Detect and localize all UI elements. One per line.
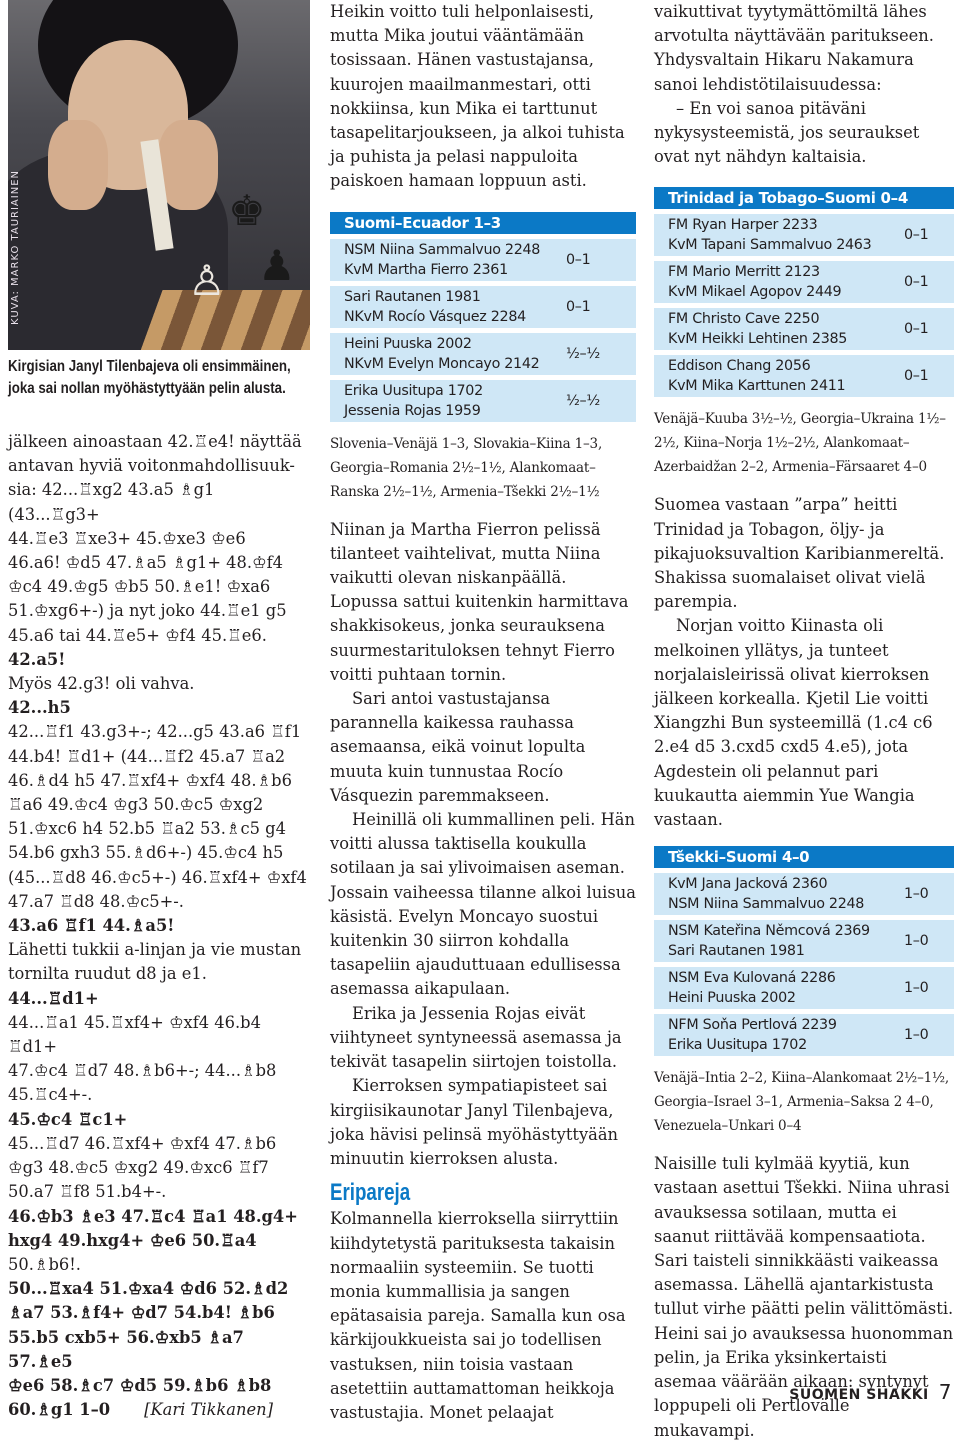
move-line: sia: 42...♖xg2 43.a5 ♗g1 (43...♖g3+ <box>8 480 215 524</box>
move-line: 45.a6 tai 44.♖e5+ ♔f4 45.♖e6. <box>8 625 267 645</box>
other-results: Venäjä–Intia 2–2, Kiina–Alankomaat 2½–1½, Georgia–Israel 3–1, Armenia–Saksa 2 4–0, Venezuela–Unkari 0–4 <box>654 1070 949 1135</box>
column-2 <box>330 0 636 1425</box>
paragraph: Erika ja Jessenia Rojas eivät viihtyneet syntyneessä asemassa ja tekivät tasapelin siirtojen toistolla. <box>330 1003 622 1072</box>
move-line: antavan hyviä voitonmahdollisuuk- <box>8 456 295 476</box>
player-a: KvM Jana Jacková 2360 <box>668 876 828 893</box>
result: 0–1 <box>904 321 929 338</box>
player-b: KvM Heikki Lehtinen 2385 <box>668 331 848 348</box>
article-body-top <box>654 0 954 169</box>
final-line <box>8 1398 310 1422</box>
photo-janyl-tilenbajeva <box>8 0 310 350</box>
main-move: 42.a5! <box>8 649 66 669</box>
photo-credit: KUVA: MARKO TAURIAINEN <box>10 170 21 325</box>
player-b: KvM Mika Karttunen 2411 <box>668 378 846 395</box>
move-line: 51.♔xg6+-) ja nyt joko 44.♖e1 g5 <box>8 601 287 621</box>
player-b: Erika Uusitupa 1702 <box>668 1037 807 1054</box>
board-row <box>330 286 636 328</box>
comment: Lähetti tukkii a-linjan ja vie mustan tornilta ruudut d8 ja e1. <box>8 940 302 984</box>
result: 0–1 <box>566 251 591 268</box>
player-a: Heini Puuska 2002 <box>344 335 472 352</box>
result: 0–1 <box>566 298 591 315</box>
board-row <box>330 380 636 422</box>
board-row <box>654 261 954 303</box>
board-row <box>654 967 954 1009</box>
paragraph: Niinan ja Martha Fierron pelissä tilanteet vaihtelivat, mutta Niina vaikutti olevan niskanpäällä. Lopussa sattui kuitenkin harmittava shakkisokeus, jonka seurauksena suurmestarituloksen tehnyt Fierro voitti puhtaan tornin. <box>330 519 629 684</box>
paragraph: Norjan voitto Kiinasta oli melkoinen yllätys, ja tunteet norjalaisleirissä olivat kierroksen jälkeen korkealla. Kjetil Lie voitti Xiangzhi Bun systeemillä (1.c4 c6 2.e4 d5 3.cxd5 cxd5 4.e5), jota Agdestein oli pelannut pari kuukautta aiemmin Yue Wangia vastaan. <box>654 616 933 830</box>
move-line: 47.a7 ♖d8 48.♔c5+-. <box>8 891 184 911</box>
move-line: ♖a6 49.♔c4 ♔g3 50.♔c5 ♔xg2 <box>8 795 264 815</box>
player-b: NKvM Evelyn Moncayo 2142 <box>344 355 540 372</box>
main-move: 43.a6 ♖f1 44.♗a5! <box>8 916 175 936</box>
main-move: 60.♗g1 1–0 <box>8 1400 111 1420</box>
move-line: 44.♖e3 ♖xe3+ 45.♔xe3 ♔e6 <box>8 528 246 548</box>
players <box>668 921 904 961</box>
player-b: KvM Tapani Sammalvuo 2463 <box>668 237 872 254</box>
players <box>668 356 904 396</box>
paragraph: Heikin voitto tuli helponlaisesti, mutta Mika joutui vääntämään tosissaan. Hänen vastustajansa, kuurojen maailmanmestari, otti nokkiinsa, kun Mika ei tarttunut tasapelitarjoukseen, ja alkoi tuhista ja puhista ja pelasi nappuloita paiskoen hamaan loppuun asti. <box>330 2 625 191</box>
author: [Kari Tikkanen] <box>144 1400 273 1420</box>
photo-hand-right <box>158 120 218 210</box>
result: 1–0 <box>904 980 929 997</box>
main-move: 46.♔b3 ♗e3 47.♖c4 ♖a1 48.g4+ <box>8 1206 298 1226</box>
result: 0–1 <box>904 274 929 291</box>
result: ½–½ <box>566 392 600 409</box>
quote: – En voi sanoa pitäväni nykysysteemistä, jos seuraukset ovat nyt nähdyn kaltaisia. <box>654 98 920 167</box>
photo-hand-left <box>48 120 108 210</box>
move-line: 50.♗b6!. <box>8 1254 81 1274</box>
article-body <box>330 518 636 1426</box>
paragraph: Kolmannella kierroksella siirryttiin kiihdytetystä parituksesta takaisin normaaliin systeemiin. Se tuotti monia kummallisia ja sangen epätasaisia pareja. Samalla kun osa kärkijoukkueista sai jo todellisen vastuksen, niin toisia vastaan asetettiin auttamattoman heikkoja vastustajia. Monet pelaajat <box>330 1209 626 1422</box>
result: ½–½ <box>566 345 600 362</box>
table-title: Trinidad ja Tobago–Suomi 0–4 <box>654 187 954 209</box>
paragraph: Heinillä oli kummallinen peli. Hän voitti alussa taktisella koukulla sotilaan ja sai ylivoimaisen aseman. Jossain vaiheessa tilanne alkoi luisua käsistä. Evelyn Moncayo suostui kuitenkin 30 siirron kohdalla tasapeliin ajauduttuaan edullisessa asemassa aikapulaan. <box>330 810 636 999</box>
move-line: 42...♖f1 43.g3+-; 42...g5 43.a6 ♖f1 <box>8 722 302 742</box>
main-move: 42...h5 <box>8 698 71 718</box>
player-b: KvM Mikael Agopov 2449 <box>668 284 842 301</box>
game-notation <box>8 430 310 1422</box>
player-a: Erika Uusitupa 1702 <box>344 382 483 399</box>
move-line: ♔g3 48.♔c5 ♔xg2 49.♔xc6 ♖f7 <box>8 1158 269 1178</box>
board-row <box>654 308 954 350</box>
other-results: Venäjä–Kuuba 3½–½, Georgia–Ukraina 1½–2½, Kiina–Norja 1½–2½, Alankomaat–Azerbaidžan 2–2, Armenia–Färsaaret 4–0 <box>654 411 946 476</box>
board-row <box>654 920 954 962</box>
main-move: 44...♖d1+ <box>8 988 99 1008</box>
player-a: NFM Soňa Pertlová 2239 <box>668 1017 837 1034</box>
other-results: Slovenia–Venäjä 1–3, Slovakia–Kiina 1–3, Georgia–Romania 2½–1½, Alankomaat–Ranska 2½–1½, Armenia–Tšekki 2½–1½ <box>330 435 603 500</box>
paragraph: Suomea vastaan ”arpa” heitti Trinidad ja Tobagon, öljy- ja pikajuoksuvaltion Karibianmereltä. Shakissa suomalaiset olivat vielä parempia. <box>654 495 945 612</box>
move-line: ♔c4 49.♔g5 ♔b5 50.♗e1! ♔xa6 <box>8 577 271 597</box>
column-3 <box>654 0 954 1443</box>
section-heading: Eripareja <box>330 1179 411 1207</box>
result: 1–0 <box>904 1027 929 1044</box>
paragraph: Kierroksen sympatiapisteet sai kirgiisikaunotar Janyl Tilenbajeva, joka hävisi pelinsä myöhästyttyään minuutin kierroksen alusta. <box>330 1076 619 1168</box>
player-a: NSM Niina Sammalvuo 2248 <box>344 241 541 258</box>
board-row <box>654 873 954 915</box>
photo-king-piece: ♚ <box>228 186 266 235</box>
result: 0–1 <box>904 227 929 244</box>
player-a: FM Christo Cave 2250 <box>668 311 820 328</box>
photo-pawn-piece: ♟ <box>258 241 296 290</box>
players <box>668 262 904 302</box>
board-row <box>654 214 954 256</box>
main-move: ♗a7 53.♗f4+ ♔d7 54.b4! ♗b6 <box>8 1303 275 1323</box>
result: 1–0 <box>904 933 929 950</box>
column-1 <box>8 0 310 1422</box>
move-line: 46.a6! ♔d5 47.♗a5 ♗g1+ 48.♔f4 <box>8 553 284 573</box>
board-row <box>330 239 636 281</box>
photo-caption: Kirgisian Janyl Tilenbajeva oli ensimmäinen, joka sai nollan myöhästyttyään pelin alusta. <box>8 358 291 397</box>
player-b: Jessenia Rojas 1959 <box>344 402 481 419</box>
players <box>668 874 904 914</box>
photo-white-pawn: ♙ <box>188 256 226 305</box>
player-b: Heini Puuska 2002 <box>668 990 796 1007</box>
players <box>344 381 566 421</box>
article-body-mid <box>654 493 954 832</box>
match-table-suomi-ecuador <box>330 212 636 422</box>
player-b: KvM Martha Fierro 2361 <box>344 261 508 278</box>
intro-paragraph <box>330 0 636 194</box>
result: 0–1 <box>904 368 929 385</box>
main-move: 45.♔c4 ♖c1+ <box>8 1109 128 1129</box>
paragraph: vaikuttivat tyytymättömiltä lähes arvotulta näyttävään paritukseen. Yhdysvaltain Hikaru Nakamura sanoi lehdistötilaisuudessa: <box>654 2 934 94</box>
page-number: 7 <box>938 1380 952 1404</box>
player-a: Sari Rautanen 1981 <box>344 288 481 305</box>
board-row <box>654 1014 954 1056</box>
player-a: NSM Eva Kulovaná 2286 <box>668 970 836 987</box>
player-a: NSM Kateřina Němcová 2369 <box>668 923 870 940</box>
players <box>668 309 904 349</box>
result: 1–0 <box>904 886 929 903</box>
players <box>344 334 566 374</box>
player-a: FM Mario Merritt 2123 <box>668 264 820 281</box>
main-move: ♔e6 58.♗c7 ♔d5 59.♗b6 ♗b8 <box>8 1375 272 1395</box>
player-b: Sari Rautanen 1981 <box>668 943 805 960</box>
paragraph: Sari antoi vastustajansa parannella kaikessa rauhassa asemaansa, eikä voinut lopulta muuta kuin tunnustaa Rocío Vásquezin paremmakseen. <box>330 689 586 805</box>
move-line: 46.♗d4 h5 47.♖xf4+ ♔xf4 48.♗b6 <box>8 770 292 790</box>
player-b: NKvM Rocío Vásquez 2284 <box>344 308 526 325</box>
page-footer <box>789 1380 952 1404</box>
players <box>344 240 566 280</box>
table-title: Suomi–Ecuador 1–3 <box>330 212 636 234</box>
paragraph: Naisille tuli kylmää kyytiä, kun vastaan asettui Tšekki. Niina uhrasi avauksessa sotilaan, mutta ei saanut riittävää kompensaatiota. Sari taisteli sinnikkäästi vaikeassa asemassa. Lähellä ajantarkistusta tullut virhe päätti pelin välittömästi. Heini sai jo avauksessa huonomman pelin, ja Erika yksinkertaisti asemaa väärään aikaan: syntynyt loppupeli oli Pertlovälle mukavampi. <box>654 1154 954 1440</box>
player-a: FM Ryan Harper 2233 <box>668 217 818 234</box>
match-table-trinidad-suomi <box>654 187 954 397</box>
move-line: 45...♖d7 46.♖xf4+ ♔xf4 47.♗b6 <box>8 1133 277 1153</box>
move-line: jälkeen ainoastaan 42.♖e4! näyttää <box>8 432 302 451</box>
move-line: (45...♖d8 46.♔c5+-) 46.♖xf4+ ♔xf4 <box>8 867 307 887</box>
board-row <box>654 355 954 397</box>
move-line: 50.a7 ♖f8 51.b4+-. <box>8 1182 167 1202</box>
players <box>668 215 904 255</box>
table-title: Tšekki–Suomi 4–0 <box>654 846 954 868</box>
magazine-name: SUOMEN SHAKKI <box>789 1387 929 1403</box>
main-move: 55.b5 cxb5+ 56.♔xb5 ♗a7 57.♗e5 <box>8 1327 244 1371</box>
match-table-tsekki-suomi <box>654 846 954 1056</box>
player-b: NSM Niina Sammalvuo 2248 <box>668 896 865 913</box>
move-line: 47.♔c4 ♖d7 48.♗b6+-; 44...♗b8 <box>8 1061 277 1081</box>
comment: Myös 42.g3! oli vahva. <box>8 674 195 694</box>
main-move: 50...♖xa4 51.♔xa4 ♔d6 52.♗d2 <box>8 1279 289 1299</box>
players <box>668 1015 904 1055</box>
move-line: 44.b4! ♖d1+ (44...♖f2 45.a7 ♖a2 <box>8 746 286 766</box>
player-a: Eddison Chang 2056 <box>668 358 811 375</box>
move-line: 54.b6 gxh3 55.♗d6+-) 45.♔c4 h5 <box>8 843 284 863</box>
board-row <box>330 333 636 375</box>
players <box>344 287 566 327</box>
main-move: hxg4 49.hxg4+ ♔e6 50.♖a4 <box>8 1230 257 1250</box>
move-line: 51.♔xc6 h4 52.b5 ♖a2 53.♗c5 g4 <box>8 819 286 839</box>
move-line: 44...♖a1 45.♖xf4+ ♔xf4 46.b4 ♖d1+ <box>8 1012 261 1057</box>
players <box>668 968 904 1008</box>
move-line: 45.♖c4+-. <box>8 1085 93 1105</box>
